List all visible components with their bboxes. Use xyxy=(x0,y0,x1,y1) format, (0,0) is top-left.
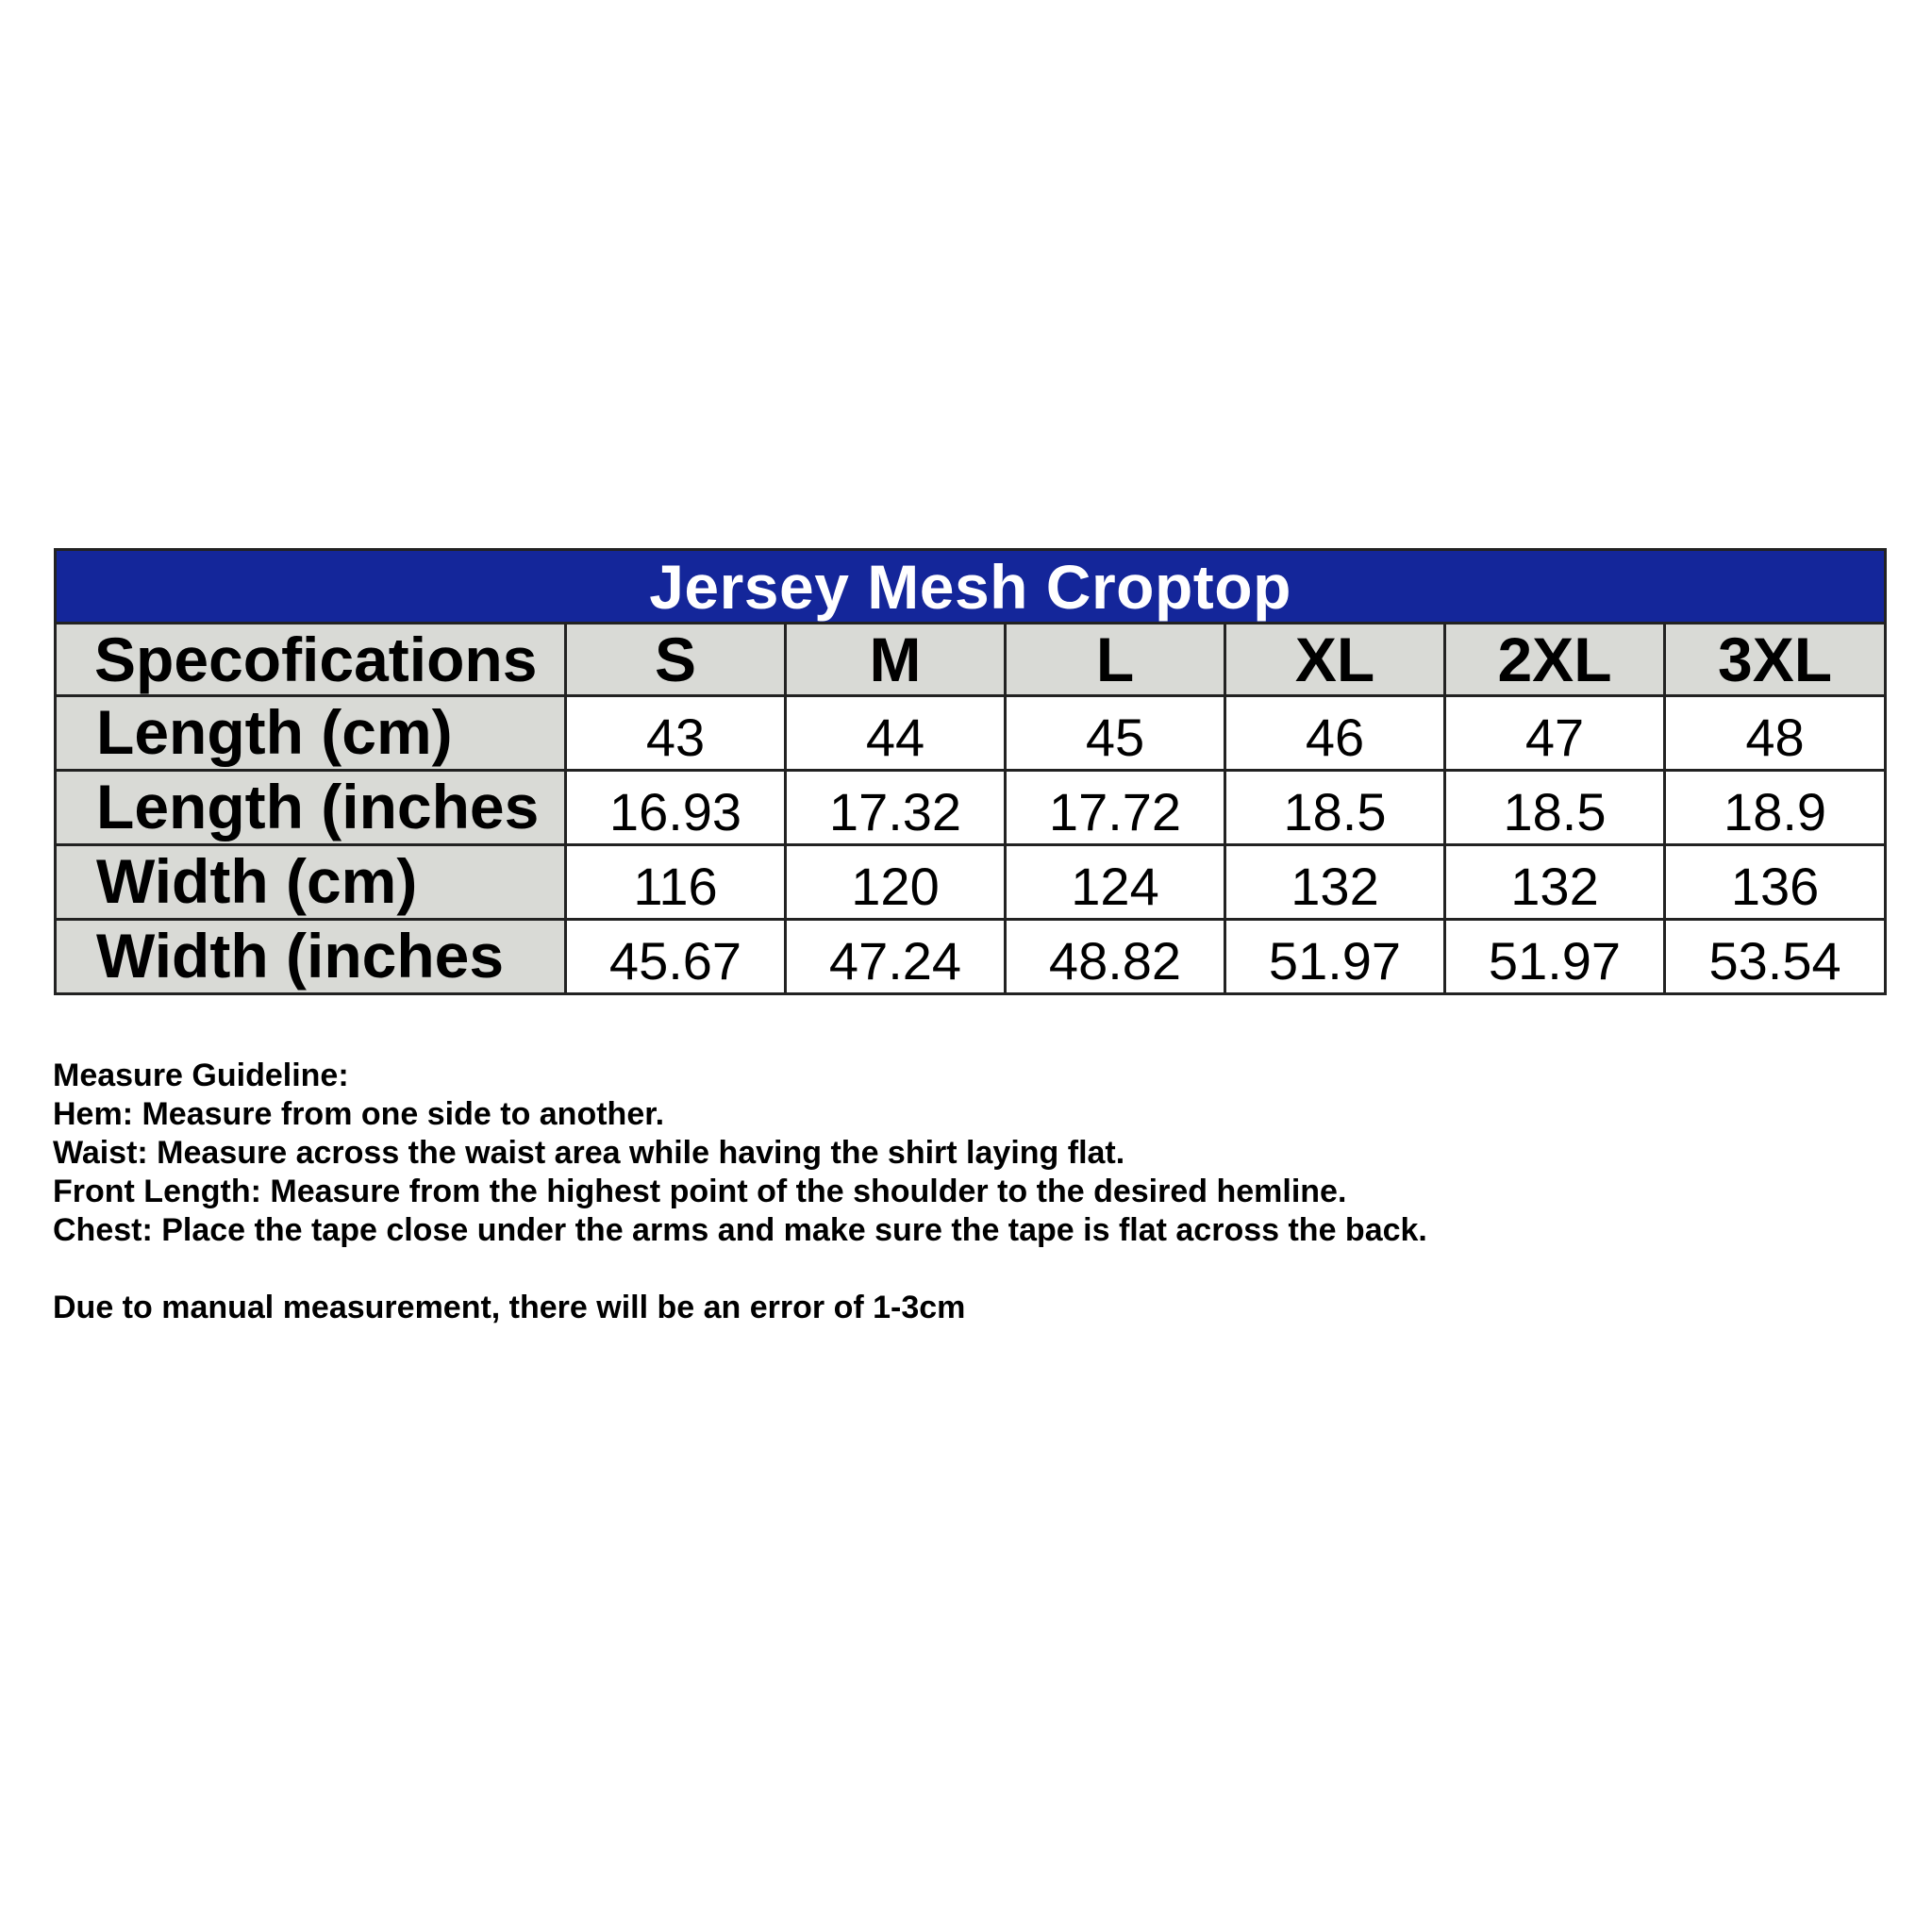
table-cell: 45.67 xyxy=(566,920,786,994)
header-size-m: M xyxy=(786,624,1006,696)
size-table xyxy=(54,548,1887,995)
table-cell: 48.82 xyxy=(1006,920,1225,994)
guideline-line: Front Length: Measure from the highest point of the shoulder to the desired hemline. xyxy=(53,1174,1347,1209)
header-size-2xl: 2XL xyxy=(1445,624,1665,696)
table-cell: 47 xyxy=(1445,696,1665,771)
header-size-xl: XL xyxy=(1225,624,1445,696)
table-title-row xyxy=(56,550,1886,624)
table-cell: 45 xyxy=(1006,696,1225,771)
table-cell: 17.32 xyxy=(786,771,1006,845)
row-label: Width (inches xyxy=(56,920,566,994)
guideline-line: Waist: Measure across the waist area while having the shirt laying flat. xyxy=(53,1135,1125,1171)
header-specifications: Specofications xyxy=(56,624,566,696)
guideline-heading: Measure Guideline: xyxy=(53,1058,349,1093)
row-label: Length (inches xyxy=(56,771,566,845)
table-cell: 124 xyxy=(1006,845,1225,920)
measure-guideline xyxy=(53,1057,1845,1327)
table-cell: 132 xyxy=(1445,845,1665,920)
table-row xyxy=(56,771,1886,845)
table-cell: 48 xyxy=(1665,696,1886,771)
table-cell: 51.97 xyxy=(1225,920,1445,994)
table-cell: 120 xyxy=(786,845,1006,920)
guideline-line: Chest: Place the tape close under the arms and make sure the tape is flat across the back. xyxy=(53,1212,1427,1248)
header-size-3xl: 3XL xyxy=(1665,624,1886,696)
table-cell: 53.54 xyxy=(1665,920,1886,994)
table-cell: 16.93 xyxy=(566,771,786,845)
table-title: Jersey Mesh Croptop xyxy=(56,550,1886,624)
table-header-row xyxy=(56,624,1886,696)
table-cell: 18.9 xyxy=(1665,771,1886,845)
table-cell: 51.97 xyxy=(1445,920,1665,994)
table-cell: 46 xyxy=(1225,696,1445,771)
table-row xyxy=(56,920,1886,994)
header-size-s: S xyxy=(566,624,786,696)
table-cell: 18.5 xyxy=(1445,771,1665,845)
table-cell: 132 xyxy=(1225,845,1445,920)
guideline-spacer xyxy=(53,1250,1845,1289)
table-cell: 43 xyxy=(566,696,786,771)
guideline-line: Hem: Measure from one side to another. xyxy=(53,1096,665,1132)
table-row xyxy=(56,845,1886,920)
table-cell: 44 xyxy=(786,696,1006,771)
measurement-error-note: Due to manual measurement, there will be an error of 1-3cm xyxy=(53,1290,966,1325)
table-cell: 136 xyxy=(1665,845,1886,920)
table-cell: 116 xyxy=(566,845,786,920)
row-label: Width (cm) xyxy=(56,845,566,920)
table-cell: 18.5 xyxy=(1225,771,1445,845)
header-size-l: L xyxy=(1006,624,1225,696)
table-cell: 47.24 xyxy=(786,920,1006,994)
row-label: Length (cm) xyxy=(56,696,566,771)
table-row xyxy=(56,696,1886,771)
table-cell: 17.72 xyxy=(1006,771,1225,845)
